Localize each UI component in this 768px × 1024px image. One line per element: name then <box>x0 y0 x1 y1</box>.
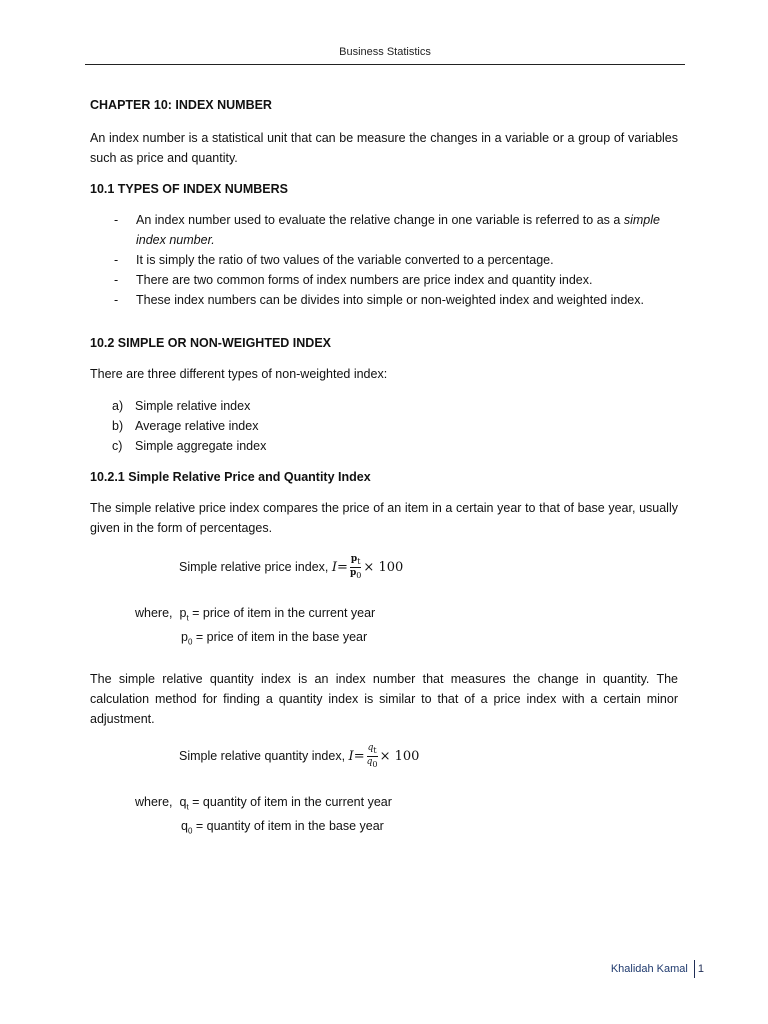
running-header: Business Statistics <box>339 46 431 58</box>
formula-fraction <box>367 743 378 770</box>
fraction-denominator: p <box>349 567 357 578</box>
where-line <box>135 817 678 841</box>
list-item <box>90 396 678 416</box>
list-item <box>90 436 678 456</box>
list-item-text: Simple relative index <box>135 399 251 413</box>
footer-author: Khalidah Kamal <box>610 963 688 975</box>
list-item-text: Simple aggregate index <box>135 439 267 453</box>
where-symbol-sub: t <box>186 613 189 623</box>
list-bullet: - <box>114 293 119 307</box>
where-definition: = quantity of item in the current year <box>188 795 392 809</box>
fraction-numerator-sub: t <box>357 556 361 566</box>
list-item-emphasis: simple index number. <box>136 213 660 247</box>
price-index-paragraph: The simple relative price index compares the price of an item in a certain year to that of base year, usually given in the form of percentages. <box>90 501 678 535</box>
where-definition: = price of item in the current year <box>188 606 376 620</box>
list-item <box>90 270 678 290</box>
list-marker: a) <box>112 399 124 413</box>
where-word: where, <box>135 795 173 809</box>
formula-tail: × 100 <box>379 748 420 764</box>
section-2-intro: There are three different types of non-weighted index: <box>90 367 388 381</box>
chapter-title: CHAPTER 10: INDEX NUMBER <box>90 98 272 112</box>
list-item-text: There are two common forms of index numbers are price index and quantity index. <box>136 273 593 287</box>
list-bullet: - <box>114 273 119 287</box>
page-content <box>90 96 678 840</box>
formula-label: Simple relative price index, <box>179 560 329 574</box>
fraction-denominator-sub: 0 <box>372 759 378 769</box>
section-1-list <box>90 210 678 310</box>
formula-lhs: I <box>331 559 337 575</box>
quantity-index-paragraph: The simple relative quantity index is an index number that measures the change in quantity. The calculation method for finding a quantity index is similar to that of a price index with a certain minor adjustment. <box>90 672 678 726</box>
where-symbol: q <box>179 795 187 809</box>
formula-equals: = <box>353 748 365 764</box>
section-2-title: 10.2 SIMPLE OR NON-WEIGHTED INDEX <box>90 336 332 350</box>
list-bullet: - <box>114 213 119 227</box>
formula-lhs: I <box>348 748 354 764</box>
where-definition: = quantity of item in the base year <box>192 818 384 833</box>
price-index-formula <box>179 550 678 584</box>
list-item-text: It is simply the ratio of two values of the variable converted to a percentage. <box>136 253 554 267</box>
footer-divider <box>694 960 695 978</box>
section-2-1-title: 10.2.1 Simple Relative Price and Quantity Index <box>90 470 371 484</box>
list-marker: c) <box>112 439 123 453</box>
where-symbol: p <box>179 606 187 620</box>
section-1-title: 10.1 TYPES OF INDEX NUMBERS <box>90 182 288 196</box>
list-item-text: Average relative index <box>135 419 259 433</box>
list-item <box>90 290 678 310</box>
quantity-index-formula <box>179 739 678 773</box>
where-line <box>135 628 678 652</box>
where-symbol-sub: 0 <box>187 826 193 835</box>
formula-equals: = <box>337 559 348 575</box>
page-number: 1 <box>697 963 704 975</box>
chapter-intro: An index number is a statistical unit that can be measure the changes in a variable or a group of variables such as price and quantity. <box>90 131 678 165</box>
price-where-block <box>135 604 678 651</box>
list-item <box>90 210 678 250</box>
fraction-numerator: p <box>350 553 358 564</box>
section-2-list <box>90 396 678 456</box>
fraction-numerator: q <box>367 742 374 753</box>
where-symbol: p <box>181 629 188 644</box>
formula-fraction <box>350 554 362 581</box>
list-item-text: These index numbers can be divides into simple or non-weighted index and weighted index. <box>136 293 644 307</box>
page-footer <box>611 960 704 978</box>
where-word: where, <box>135 606 173 620</box>
where-symbol-sub: t <box>186 802 189 812</box>
list-item <box>90 250 678 270</box>
header-rule <box>85 64 685 65</box>
where-definition: = price of item in the base year <box>192 629 368 644</box>
where-line <box>135 604 678 628</box>
quantity-where-block <box>135 793 678 840</box>
formula-label: Simple relative quantity index, <box>179 749 346 763</box>
fraction-denominator-sub: 0 <box>356 570 362 580</box>
list-item <box>90 416 678 436</box>
list-item-text: An index number used to evaluate the relative change in one variable is referred to as a <box>136 213 624 227</box>
where-symbol-sub: 0 <box>187 637 193 646</box>
where-symbol: q <box>181 818 188 833</box>
fraction-denominator: q <box>366 756 373 767</box>
list-marker: b) <box>112 419 124 433</box>
where-line <box>135 793 678 817</box>
list-bullet: - <box>114 253 119 267</box>
formula-tail: × 100 <box>363 559 404 575</box>
fraction-numerator-sub: t <box>373 745 377 755</box>
